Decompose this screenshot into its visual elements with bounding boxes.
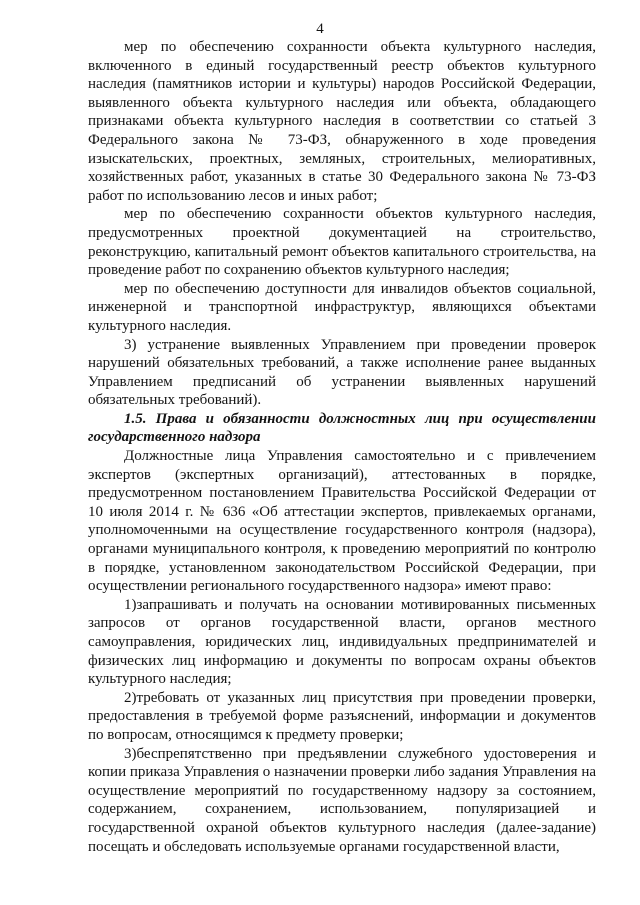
- section-heading: 1.5. Права и обязанности должностных лиц при осуществлении государственного надзора: [88, 410, 596, 446]
- page-number: 4: [316, 21, 324, 37]
- paragraph-right-require-presence: 2)требовать от указанных лиц присутствия при проведении проверки, предоставления в требуемой форме разъяснений, информации и документов по вопросам, относящимся к предмету проверки;: [88, 689, 596, 743]
- paragraph-measures-heritage-object: мер по обеспечению сохранности объекта культурного наследия, включенного в единый государственный реестр объектов культурного наследия (памятников истории и культуры) народов Российской Федерации, выявленного объекта культурного наследия или объекта, обладающего признаками объекта культурного наследия в соответствии со статьей 3 Федерального закона № 73-ФЗ, обнаруженного в ходе проведения изыскательских, проектных, земляных, строительных, мелиоративных, хозяйственных работ, указанных в статье 30 Федерального закона № 73-ФЗ работ по использованию лесов и иных работ;: [88, 39, 596, 204]
- paragraph-officials-rights: Должностные лица Управления самостоятельно и с привлечением экспертов (экспертных организаций), аттестованных в порядке, предусмотренном постановлением Правительства Российской Федерации от 10 июля 2014 г. № 636 «Об аттестации экспертов, привлекаемых органами, уполномоченными на осуществление государственного контроля (надзора), органами муниципального контроля, к проведению мероприятий по контролю в порядке, установленном законодательством Российской Федерации, при осуществлении регионального государственного надзора» имеют право:: [88, 448, 596, 595]
- paragraph-measures-project-documentation: мер по обеспечению сохранности объектов культурного наследия, предусмотренных проектной документацией на строительство, реконструкцию, капитальный ремонт объектов капитального строительства, на проведение работ по сохранению объектов культурного наследия;: [88, 206, 596, 279]
- paragraph-right-visit-inspect: 3)беспрепятственно при предъявлении служебного удостоверения и копии приказа Управления о назначении проверки либо задания Управления на осуществление мероприятий по государственному надзору за состоянием, содержанием, сохранением, использованием, популяризацией и государственной охраной объектов культурного наследия (далее-задание) посещать и обследовать используемые органами государственной власти,: [88, 745, 596, 855]
- paragraph-right-request-info: 1)запрашивать и получать на основании мотивированных письменных запросов от органов государственной власти, органов местного самоуправления, юридических лиц, индивидуальных предпринимателей и физических лиц информацию и документы по вопросам охраны объектов культурного наследия;: [88, 596, 596, 688]
- paragraph-elimination-violations: 3) устранение выявленных Управлением при проведении проверок нарушений обязательных требований, а также исполнение ранее выданных Управлением предписаний об устранении выявленных нарушений обязательных требований).: [88, 336, 596, 409]
- paragraph-measures-accessibility: мер по обеспечению доступности для инвалидов объектов социальной, инженерной и транспортной инфраструктур, являющихся объектами культурного наследия.: [88, 280, 596, 334]
- document-body: [88, 38, 596, 856]
